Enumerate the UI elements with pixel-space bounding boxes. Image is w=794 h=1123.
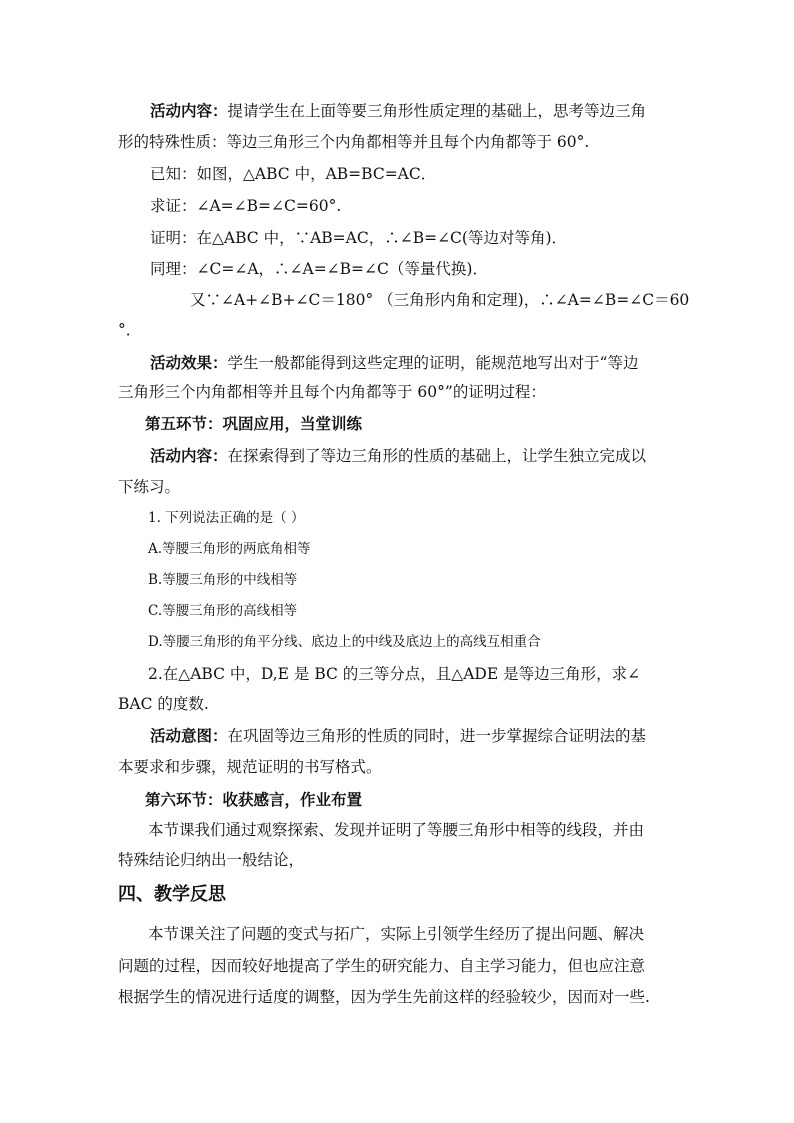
activity-effect-line-1	[150, 355, 638, 372]
activity-intent-line-2: 本要求和步骤，规范证明的书写格式。	[118, 758, 382, 776]
activity-content-text-1: 提请学生在上面等要三角形性质定理的基础上，思考等边三角	[227, 102, 647, 120]
activity-intent-line-1	[150, 728, 646, 745]
question-2-line-2: BAC 的度数.	[118, 695, 209, 713]
section-6-heading: 第六环节：收获感言，作业布置	[145, 790, 363, 809]
activity-effect-line-2: 三角形三个内角都相等并且每个内角都等于 60°”的证明过程：	[118, 383, 546, 401]
question-1-option-a: A.等腰三角形的两底角相等	[148, 541, 311, 557]
summary-line-2: 特殊结论归纳出一般结论，	[118, 851, 305, 869]
summary-line-1: 本节课我们通过观察探索、发现并证明了等腰三角形中相等的线段，并由	[148, 821, 645, 839]
activity-intent-text-1: 在巩固等边三角形的性质的同时，进一步掌握综合证明法的基	[227, 727, 647, 745]
activity-content-line-2: 形的特殊性质：等边三角形三个内角都相等并且每个内角都等于 60°.	[118, 133, 590, 151]
question-1-option-d: D.等腰三角形的角平分线、底边上的中线及底边上的高线互相重合	[148, 634, 541, 650]
question-2-line-1: 2.在△ABC 中，D,E 是 BC 的三等分点，且△ADE 是等边三角形，求∠	[148, 665, 641, 683]
also-statement-line-2: °．	[118, 321, 142, 339]
activity-content-line-1	[150, 103, 646, 120]
activity-content-label: 活动内容：	[150, 101, 228, 120]
activity-effect-text-1: 学生一般都能得到这些定理的证明，能规范地写出对于“等边	[227, 354, 639, 372]
activity-content-2-label: 活动内容：	[150, 446, 228, 465]
teaching-reflection-heading: 四、教学反思	[118, 884, 226, 905]
activity-intent-label: 活动意图：	[150, 726, 228, 745]
activity-content-2-text-1: 在探索得到了等边三角形的性质的基础上，让学生独立完成以	[227, 447, 647, 465]
reflection-line-3: 根据学生的情况进行适度的调整，因为学生先前这样的经验较少，因而对一些.	[118, 988, 650, 1006]
activity-effect-label: 活动效果：	[150, 353, 228, 372]
activity-content-2-line-2: 下练习。	[118, 478, 181, 496]
reflection-line-2: 问题的过程，因而较好地提高了学生的研究能力、自主学习能力，但也应注意	[118, 957, 646, 975]
question-1-option-b: B.等腰三角形的中线相等	[148, 572, 298, 588]
section-5-heading: 第五环节：巩固应用，当堂训练	[145, 414, 363, 433]
reflection-line-1: 本节课关注了问题的变式与拓广，实际上引领学生经历了提出问题、解决	[148, 925, 645, 943]
given-statement: 已知：如图，△ABC 中，AB=BC=AC．	[150, 165, 437, 183]
proof-statement: 证明：在△ABC 中，∵AB=AC，∴∠B=∠C(等边对等角)．	[150, 229, 568, 247]
similarly-statement: 同理：∠C=∠A，∴∠A=∠B=∠C（等量代换)．	[150, 260, 488, 278]
prove-statement: 求证：∠A=∠B=∠C=60°.	[150, 197, 342, 215]
also-statement-line-1: 又∵∠A+∠B+∠C＝180° （三角形内角和定理)，∴∠A=∠B=∠C＝60	[190, 291, 690, 309]
activity-content-2-line-1	[150, 448, 646, 465]
question-1-option-c: C.等腰三角形的高线相等	[148, 603, 298, 619]
question-1: 1. 下列说法正确的是（ ）	[148, 510, 305, 526]
